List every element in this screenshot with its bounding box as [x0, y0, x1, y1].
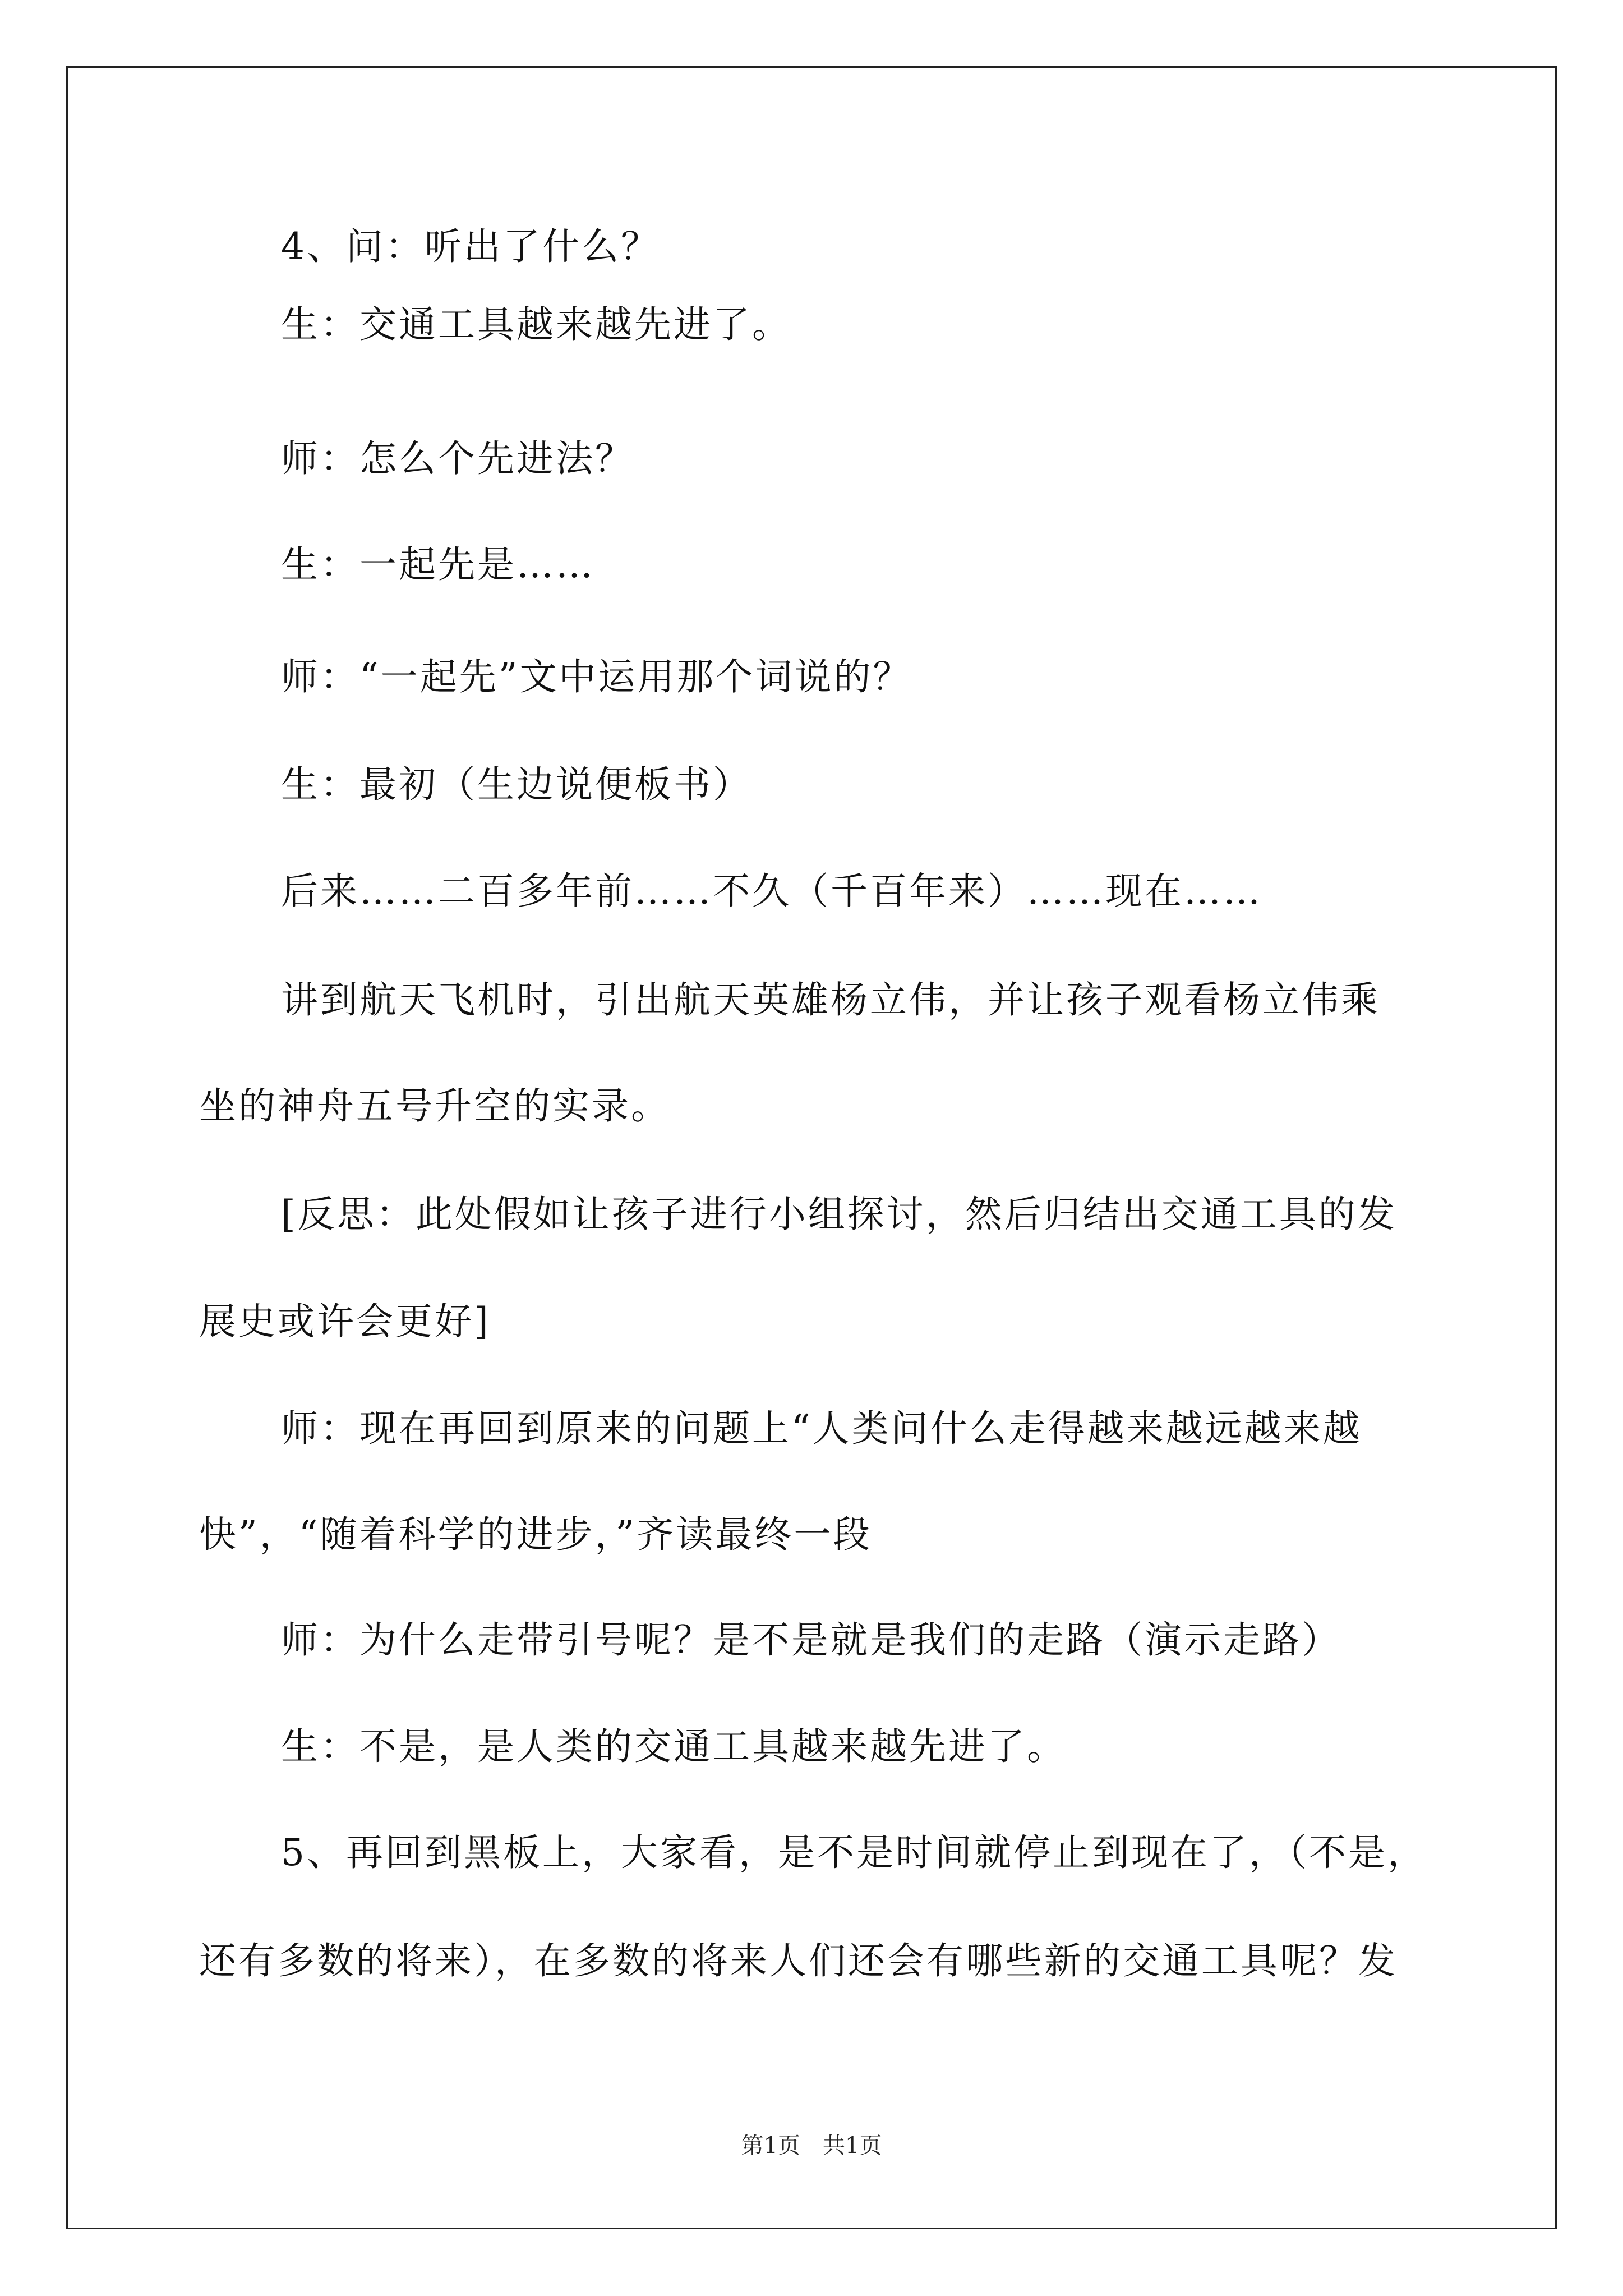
page-number-footer: 第1页 共1页: [741, 2133, 882, 2159]
paragraph-line: 还有多数的将来），在多数的将来人们还会有哪些新的交通工具呢？发: [199, 1939, 1398, 1982]
paragraph-line: [反思：此处假如让孩子进行小组探讨，然后归结出交通工具的发: [281, 1193, 1397, 1236]
paragraph-line: 师：怎么个先进法？: [281, 437, 634, 480]
paragraph-line: 师：现在再回到原来的问题上“人类问什么走得越来越远越来越: [281, 1407, 1362, 1450]
paragraph-line: 讲到航天飞机时，引出航天英雄杨立伟，并让孩子观看杨立伟乘: [281, 978, 1380, 1022]
paragraph-line: 4、问：听出了什么？: [281, 225, 660, 268]
paragraph-line: 生：交通工具越来越先进了。: [281, 303, 791, 346]
paragraph-line: 生：不是，是人类的交通工具越来越先进了。: [281, 1725, 1066, 1768]
paragraph-line: 展史或许会更好]: [199, 1300, 491, 1343]
paragraph-line: 5、再回到黑板上，大家看，是不是时间就停止到现在了，（不是，: [281, 1831, 1427, 1874]
paragraph-line: 生：一起先是……: [281, 543, 595, 586]
paragraph-line: 师：“一起先”文中运用那个词说的？: [281, 655, 912, 698]
paragraph-line: 师：为什么走带引号呢？是不是就是我们的走路（演示走路）: [281, 1618, 1341, 1662]
paragraph-line: 后来……二百多年前……不久（千百年来）……现在……: [281, 869, 1262, 913]
paragraph-line: 生：最初（生边说便板书）: [281, 763, 752, 806]
paragraph-line: 坐的神舟五号升空的实录。: [199, 1084, 670, 1128]
page-border: [66, 66, 1557, 2229]
paragraph-line: 快”，“随着科学的进步，”齐读最终一段: [199, 1513, 873, 1556]
